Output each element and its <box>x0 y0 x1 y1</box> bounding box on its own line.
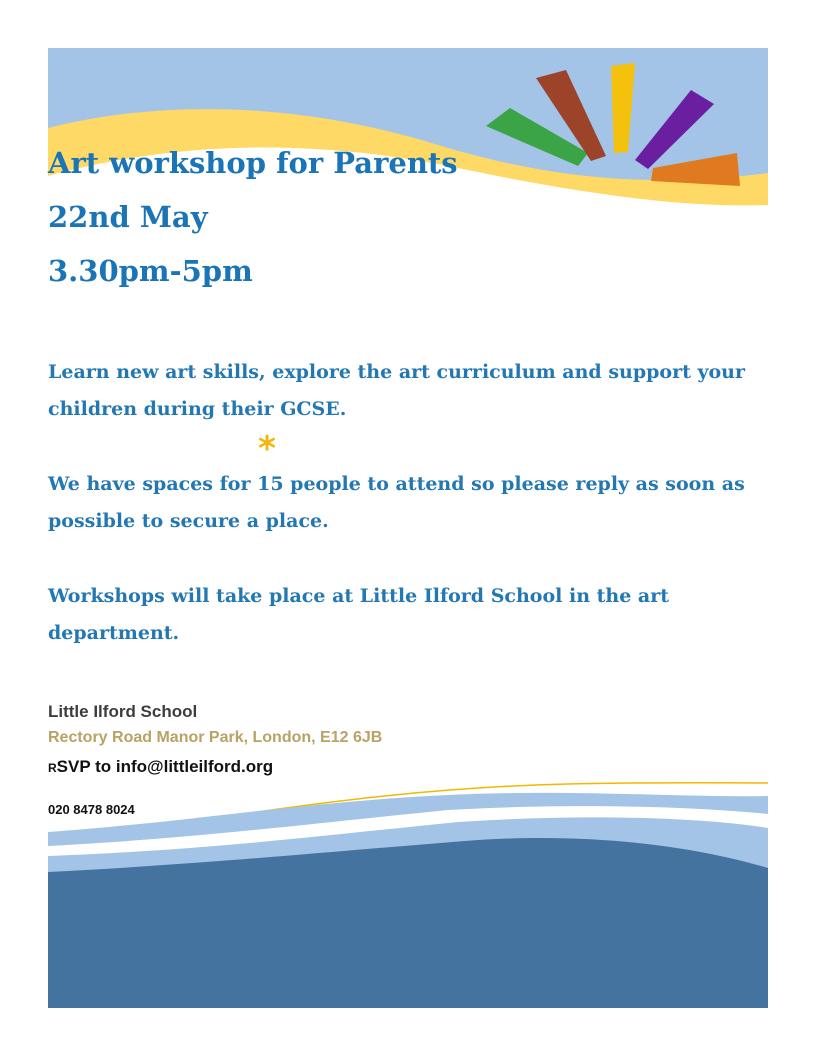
description-paragraph: Learn new art skills, explore the art curriculum and support your children during their GCSE. <box>48 361 746 420</box>
event-title: Art workshop for Parents <box>48 146 458 180</box>
top-banner-graphic <box>48 48 768 218</box>
spaces-text-after: people to attend so please reply as soon as possible to secure a place. <box>48 473 745 532</box>
phone-number: 020 8478 8024 <box>48 802 135 817</box>
school-address: Rectory Road Manor Park, London, E12 6JB <box>48 729 383 746</box>
school-name: Little Ilford School <box>48 702 198 721</box>
spaces-number-wrapper <box>257 429 284 503</box>
rsvp-email[interactable]: SVP to info@littleilford.org <box>56 757 274 776</box>
event-time: 3.30pm-5pm <box>48 254 253 288</box>
event-date: 22nd May <box>48 200 208 234</box>
spaces-number: 15 <box>257 473 284 495</box>
rsvp-initial: R <box>48 761 57 775</box>
bottom-banner-graphic <box>48 780 768 1008</box>
rsvp-line <box>48 757 273 777</box>
spaces-text-before: We have spaces for <box>48 473 258 495</box>
location-paragraph: Workshops will take place at Little Ilford School in the art department. <box>48 585 670 644</box>
spaces-paragraph <box>48 429 768 540</box>
asterisk-icon: * <box>258 429 276 469</box>
